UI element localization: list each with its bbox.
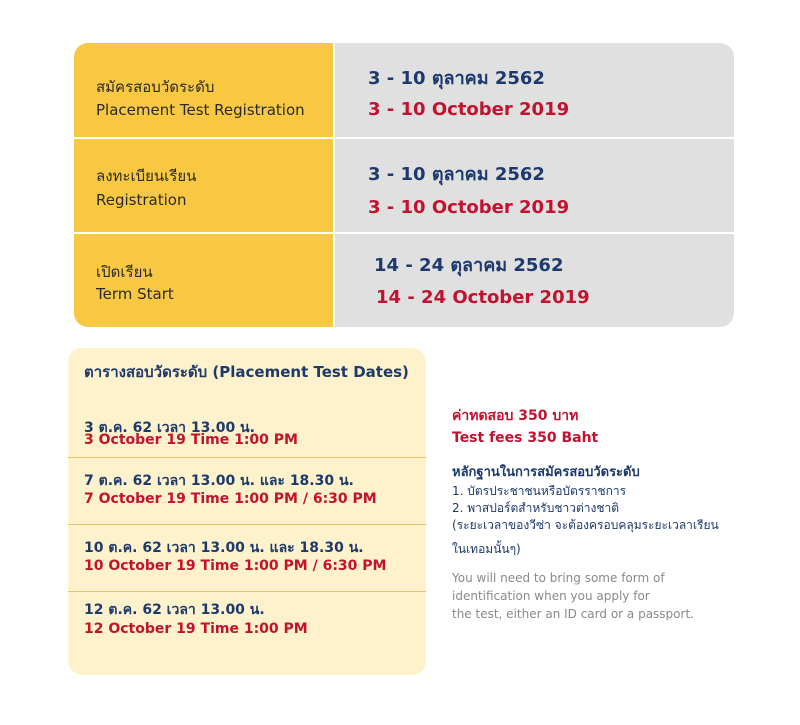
schedule-divider [68,591,426,592]
test-fee-en: Test fees 350 Baht [452,430,599,446]
requirements-title: หลักฐานในการสมัครสอบวัดระดับ [452,465,640,480]
row-date-th: 3 - 10 ตุลาคม 2562 [368,164,545,185]
schedule-entry-en: 12 October 19 Time 1:00 PM [84,621,308,637]
row-label-th: เปิดเรียน [96,263,153,281]
id-note-line: identification when you apply for [452,589,650,603]
registration-table [74,43,734,327]
row-label-en: Term Start [96,285,174,303]
id-note-line: You will need to bring some form of [452,571,665,585]
row-divider [74,137,734,139]
schedule-entry-en: 7 October 19 Time 1:00 PM / 6:30 PM [84,491,377,507]
schedule-entry-th: 10 ต.ค. 62 เวลา 13.00 น. และ 18.30 น. [84,540,364,556]
row-date-en: 3 - 10 October 2019 [368,197,570,218]
requirement-item: ในเทอมนั้นๆ) [452,542,521,556]
requirement-item: (ระยะเวลาของวีซ่า จะต้องครอบคลุมระยะเวลาเรียน [452,518,719,532]
column-divider [333,43,335,327]
requirement-item: 2. พาสปอร์ตสำหรับชาวต่างชาติ [452,501,620,515]
row-label-th: ลงทะเบียนเรียน [96,167,197,185]
schedule-entry-en: 10 October 19 Time 1:00 PM / 6:30 PM [84,558,387,574]
placement-schedule-box [68,348,426,675]
schedule-entry-en: 3 October 19 Time 1:00 PM [84,432,298,448]
schedule-entry-th: 12 ต.ค. 62 เวลา 13.00 น. [84,602,265,618]
row-label-en: Registration [96,191,187,209]
row-date-en: 14 - 24 October 2019 [376,287,590,308]
schedule-title: ตารางสอบวัดระดับ (Placement Test Dates) [84,363,409,381]
test-fee-th: ค่าทดสอบ 350 บาท [452,408,579,424]
requirement-item: 1. บัตรประชาชนหรือบัตรราชการ [452,484,627,498]
row-label-th: สมัครสอบวัดระดับ [96,78,215,96]
schedule-divider [68,524,426,525]
schedule-divider [68,457,426,458]
id-note-line: the test, either an ID card or a passport. [452,607,694,621]
row-date-en: 3 - 10 October 2019 [368,99,570,120]
row-date-th: 14 - 24 ตุลาคม 2562 [374,255,564,276]
row-divider [74,232,734,234]
schedule-entry-th: 3 ต.ค. 62 เวลา 13.00 น. [84,420,255,436]
row-label-en: Placement Test Registration [96,101,305,119]
row-date-th: 3 - 10 ตุลาคม 2562 [368,68,545,89]
schedule-entry-th: 7 ต.ค. 62 เวลา 13.00 น. และ 18.30 น. [84,473,354,489]
